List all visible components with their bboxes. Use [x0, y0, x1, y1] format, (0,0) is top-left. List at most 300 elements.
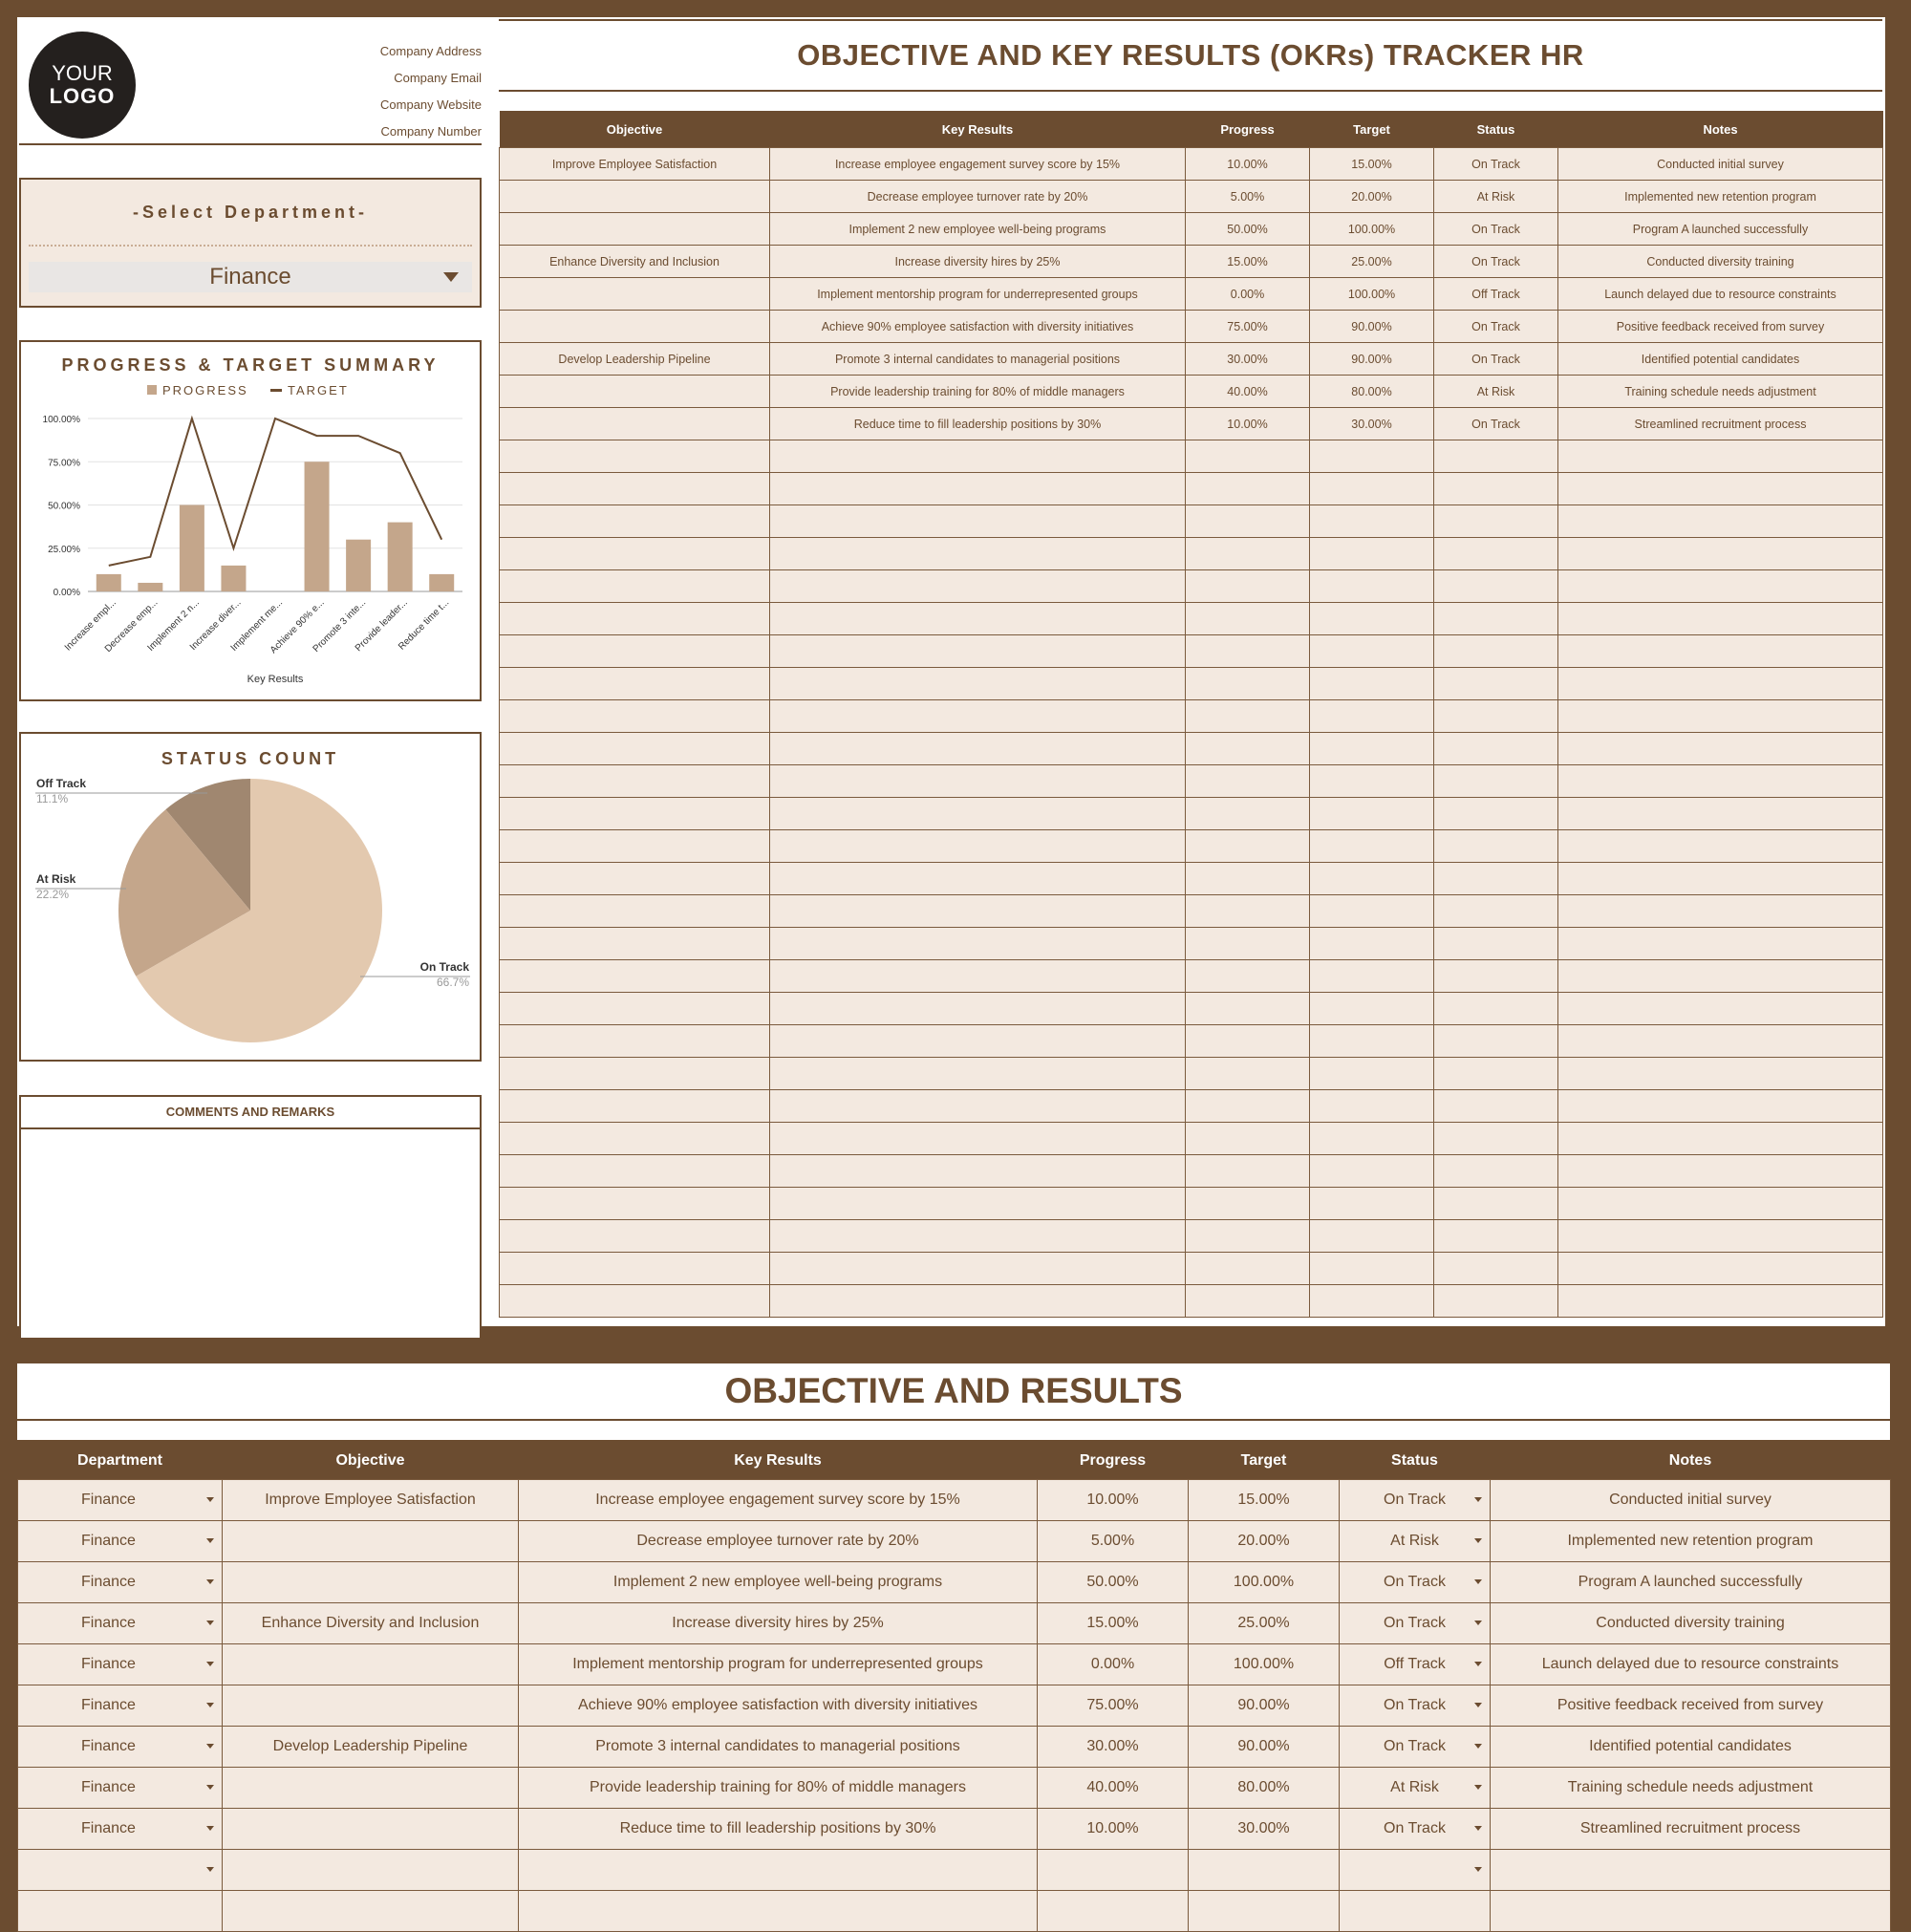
dropdown-arrow-icon[interactable]: [206, 1826, 214, 1831]
okr-table-cell[interactable]: [1434, 1285, 1558, 1318]
results-table-cell[interactable]: [519, 1562, 1038, 1603]
okr-table-cell[interactable]: [1558, 993, 1883, 1025]
okr-table-cell[interactable]: [1186, 765, 1310, 798]
okr-table-cell[interactable]: Provide leadership training for 80% of middle managers: [770, 376, 1186, 408]
okr-table-cell[interactable]: [1310, 960, 1434, 993]
okr-table-cell[interactable]: [1186, 960, 1310, 993]
okr-table-cell[interactable]: [1558, 733, 1883, 765]
okr-table-cell[interactable]: [1186, 798, 1310, 830]
okr-table-cell[interactable]: [770, 473, 1186, 505]
results-table-cell[interactable]: [1038, 1562, 1189, 1603]
okr-table-cell[interactable]: On Track: [1434, 311, 1558, 343]
results-table-cell[interactable]: [1491, 1727, 1891, 1768]
okr-table-cell[interactable]: Positive feedback received from survey: [1558, 311, 1883, 343]
results-table-cell[interactable]: [1038, 1768, 1189, 1809]
okr-table-cell[interactable]: [500, 505, 770, 538]
okr-table-cell[interactable]: [1310, 668, 1434, 700]
okr-table-cell[interactable]: [1186, 1155, 1310, 1188]
department-cell[interactable]: [18, 1891, 223, 1932]
department-cell[interactable]: [18, 1850, 223, 1891]
results-table-cell[interactable]: [223, 1644, 519, 1685]
dropdown-arrow-icon[interactable]: [1474, 1703, 1482, 1707]
okr-table-cell[interactable]: [770, 1155, 1186, 1188]
okr-table-cell[interactable]: [1434, 830, 1558, 863]
okr-table-cell[interactable]: [770, 1285, 1186, 1318]
okr-table-cell[interactable]: [1310, 473, 1434, 505]
okr-table-cell[interactable]: [1434, 1025, 1558, 1058]
department-cell[interactable]: [18, 1644, 223, 1685]
okr-table-cell[interactable]: [500, 603, 770, 635]
okr-table-cell[interactable]: [500, 635, 770, 668]
okr-table-cell[interactable]: [1310, 895, 1434, 928]
okr-table-cell[interactable]: [500, 1025, 770, 1058]
okr-table-cell[interactable]: [1558, 473, 1883, 505]
okr-table-cell[interactable]: [770, 733, 1186, 765]
okr-table-cell[interactable]: On Track: [1434, 246, 1558, 278]
results-table-cell[interactable]: [1189, 1685, 1340, 1727]
okr-table-cell[interactable]: [1558, 700, 1883, 733]
okr-table-cell[interactable]: Enhance Diversity and Inclusion: [500, 246, 770, 278]
okr-table-cell[interactable]: [500, 1123, 770, 1155]
results-table-cell[interactable]: [1038, 1644, 1189, 1685]
okr-table-cell[interactable]: [1186, 830, 1310, 863]
okr-table-cell[interactable]: [770, 1220, 1186, 1253]
okr-table-cell[interactable]: 90.00%: [1310, 311, 1434, 343]
okr-table-cell[interactable]: [1558, 1188, 1883, 1220]
results-table-cell[interactable]: [519, 1644, 1038, 1685]
results-table-cell[interactable]: [1189, 1562, 1340, 1603]
results-table-cell[interactable]: [1491, 1644, 1891, 1685]
okr-table-cell[interactable]: [1558, 1253, 1883, 1285]
results-table-cell[interactable]: [223, 1768, 519, 1809]
results-table-cell[interactable]: [1491, 1480, 1891, 1521]
okr-table-cell[interactable]: [500, 311, 770, 343]
dropdown-arrow-icon[interactable]: [206, 1621, 214, 1625]
okr-table-cell[interactable]: [500, 181, 770, 213]
results-table-cell[interactable]: [1189, 1644, 1340, 1685]
okr-table-cell[interactable]: [1434, 1090, 1558, 1123]
okr-table-cell[interactable]: [1186, 1188, 1310, 1220]
okr-table-cell[interactable]: [1310, 1123, 1434, 1155]
results-table-cell[interactable]: [1189, 1768, 1340, 1809]
status-cell[interactable]: [1340, 1562, 1491, 1603]
results-table-cell[interactable]: [1038, 1603, 1189, 1644]
results-table-cell[interactable]: [1038, 1685, 1189, 1727]
results-table-cell[interactable]: [519, 1521, 1038, 1562]
okr-table-cell[interactable]: [500, 570, 770, 603]
okr-table-cell[interactable]: Achieve 90% employee satisfaction with diversity initiatives: [770, 311, 1186, 343]
okr-table-cell[interactable]: On Track: [1434, 408, 1558, 440]
okr-table-cell[interactable]: [1434, 1220, 1558, 1253]
okr-table-cell[interactable]: [770, 1123, 1186, 1155]
okr-table-cell[interactable]: 50.00%: [1186, 213, 1310, 246]
okr-table-cell[interactable]: [1558, 635, 1883, 668]
results-table-cell[interactable]: [223, 1727, 519, 1768]
dropdown-arrow-icon[interactable]: [1474, 1867, 1482, 1872]
okr-table-cell[interactable]: [1434, 928, 1558, 960]
okr-table-cell[interactable]: [1558, 1285, 1883, 1318]
okr-table-cell[interactable]: [500, 668, 770, 700]
okr-table-cell[interactable]: [1310, 830, 1434, 863]
okr-table-cell[interactable]: [770, 960, 1186, 993]
results-table-cell[interactable]: [1491, 1521, 1891, 1562]
dropdown-arrow-icon[interactable]: [206, 1579, 214, 1584]
results-table-cell[interactable]: [519, 1685, 1038, 1727]
okr-table-cell[interactable]: [1186, 668, 1310, 700]
results-table-cell[interactable]: [223, 1562, 519, 1603]
okr-table-cell[interactable]: [1310, 1188, 1434, 1220]
okr-table-cell[interactable]: [500, 830, 770, 863]
results-table-cell[interactable]: [519, 1850, 1038, 1891]
okr-table-cell[interactable]: Implemented new retention program: [1558, 181, 1883, 213]
okr-table-cell[interactable]: [1186, 1090, 1310, 1123]
okr-table-cell[interactable]: [500, 1220, 770, 1253]
okr-table-cell[interactable]: 5.00%: [1186, 181, 1310, 213]
okr-table-cell[interactable]: [1558, 538, 1883, 570]
okr-table-cell[interactable]: [500, 440, 770, 473]
okr-table-cell[interactable]: Training schedule needs adjustment: [1558, 376, 1883, 408]
okr-table-cell[interactable]: Reduce time to fill leadership positions by 30%: [770, 408, 1186, 440]
results-table-cell[interactable]: [1491, 1685, 1891, 1727]
okr-table-cell[interactable]: Off Track: [1434, 278, 1558, 311]
okr-table-cell[interactable]: [770, 1253, 1186, 1285]
status-cell[interactable]: [1340, 1891, 1491, 1932]
okr-table-cell[interactable]: 30.00%: [1186, 343, 1310, 376]
okr-table-cell[interactable]: [770, 798, 1186, 830]
okr-table-cell[interactable]: Identified potential candidates: [1558, 343, 1883, 376]
okr-table-cell[interactable]: Improve Employee Satisfaction: [500, 148, 770, 181]
okr-table-cell[interactable]: Increase diversity hires by 25%: [770, 246, 1186, 278]
dropdown-caret-icon[interactable]: [443, 272, 459, 282]
results-table-cell[interactable]: [1491, 1809, 1891, 1850]
okr-table-cell[interactable]: [1186, 1123, 1310, 1155]
okr-table-cell[interactable]: [1434, 1253, 1558, 1285]
okr-table-cell[interactable]: [500, 408, 770, 440]
okr-table-cell[interactable]: [1558, 603, 1883, 635]
results-table-cell[interactable]: [1038, 1727, 1189, 1768]
okr-table-cell[interactable]: [500, 1188, 770, 1220]
status-cell[interactable]: [1340, 1521, 1491, 1562]
okr-table-cell[interactable]: [770, 603, 1186, 635]
dropdown-arrow-icon[interactable]: [1474, 1662, 1482, 1666]
okr-table-cell[interactable]: Program A launched successfully: [1558, 213, 1883, 246]
okr-table-cell[interactable]: [1186, 863, 1310, 895]
results-table-cell[interactable]: [519, 1480, 1038, 1521]
okr-table-cell[interactable]: [1434, 603, 1558, 635]
department-cell[interactable]: [18, 1480, 223, 1521]
results-table-cell[interactable]: [223, 1809, 519, 1850]
dropdown-arrow-icon[interactable]: [1474, 1826, 1482, 1831]
okr-table-cell[interactable]: [1186, 1025, 1310, 1058]
okr-table-cell[interactable]: [1558, 668, 1883, 700]
okr-table-cell[interactable]: 100.00%: [1310, 278, 1434, 311]
okr-table-cell[interactable]: [1186, 505, 1310, 538]
okr-table-cell[interactable]: [500, 213, 770, 246]
okr-table-cell[interactable]: [500, 700, 770, 733]
results-table-cell[interactable]: [519, 1809, 1038, 1850]
okr-table-cell[interactable]: [1434, 765, 1558, 798]
okr-table-cell[interactable]: [1558, 960, 1883, 993]
okr-table-cell[interactable]: [1434, 473, 1558, 505]
results-table-cell[interactable]: [223, 1685, 519, 1727]
okr-table-cell[interactable]: 25.00%: [1310, 246, 1434, 278]
results-table-cell[interactable]: [1038, 1521, 1189, 1562]
okr-table-cell[interactable]: [500, 1253, 770, 1285]
okr-table-cell[interactable]: [1558, 1058, 1883, 1090]
okr-table-cell[interactable]: [500, 1090, 770, 1123]
okr-table-cell[interactable]: [500, 376, 770, 408]
results-table-cell[interactable]: [519, 1727, 1038, 1768]
dropdown-arrow-icon[interactable]: [1474, 1785, 1482, 1790]
okr-table-cell[interactable]: 90.00%: [1310, 343, 1434, 376]
results-table-cell[interactable]: [1491, 1891, 1891, 1932]
okr-table-cell[interactable]: At Risk: [1434, 181, 1558, 213]
department-cell[interactable]: [18, 1685, 223, 1727]
okr-table-cell[interactable]: [770, 505, 1186, 538]
dropdown-arrow-icon[interactable]: [206, 1538, 214, 1543]
okr-table-cell[interactable]: [1434, 1155, 1558, 1188]
okr-table-cell[interactable]: [770, 1090, 1186, 1123]
results-table-cell[interactable]: [1189, 1727, 1340, 1768]
okr-table-cell[interactable]: [1558, 1220, 1883, 1253]
results-table-cell[interactable]: [1189, 1850, 1340, 1891]
okr-table-cell[interactable]: [770, 1025, 1186, 1058]
results-table-cell[interactable]: [519, 1768, 1038, 1809]
dropdown-arrow-icon[interactable]: [1474, 1497, 1482, 1502]
okr-table-cell[interactable]: 75.00%: [1186, 311, 1310, 343]
okr-table-cell[interactable]: [770, 1188, 1186, 1220]
okr-table-cell[interactable]: [1186, 928, 1310, 960]
okr-table-cell[interactable]: [1434, 733, 1558, 765]
okr-table-cell[interactable]: Launch delayed due to resource constraints: [1558, 278, 1883, 311]
okr-table-cell[interactable]: [1310, 505, 1434, 538]
okr-table-cell[interactable]: [770, 993, 1186, 1025]
okr-table-cell[interactable]: [770, 863, 1186, 895]
okr-table-cell[interactable]: [1434, 440, 1558, 473]
okr-table-cell[interactable]: 40.00%: [1186, 376, 1310, 408]
dropdown-arrow-icon[interactable]: [206, 1497, 214, 1502]
okr-table-cell[interactable]: [770, 668, 1186, 700]
okr-table-cell[interactable]: [1310, 1220, 1434, 1253]
okr-table-cell[interactable]: [770, 1058, 1186, 1090]
okr-table-cell[interactable]: On Track: [1434, 213, 1558, 246]
okr-table-cell[interactable]: [770, 830, 1186, 863]
results-table-cell[interactable]: [1038, 1480, 1189, 1521]
dropdown-arrow-icon[interactable]: [206, 1785, 214, 1790]
okr-table-cell[interactable]: [1434, 993, 1558, 1025]
okr-table-cell[interactable]: [1310, 570, 1434, 603]
okr-table-cell[interactable]: [1558, 765, 1883, 798]
okr-table-cell[interactable]: 20.00%: [1310, 181, 1434, 213]
results-table-cell[interactable]: [1491, 1850, 1891, 1891]
okr-table-cell[interactable]: On Track: [1434, 343, 1558, 376]
okr-table-cell[interactable]: [1186, 603, 1310, 635]
okr-table-cell[interactable]: [1186, 1220, 1310, 1253]
okr-table-cell[interactable]: [1310, 1090, 1434, 1123]
results-table-cell[interactable]: [1038, 1809, 1189, 1850]
status-cell[interactable]: [1340, 1480, 1491, 1521]
okr-table-cell[interactable]: [1434, 700, 1558, 733]
okr-table-cell[interactable]: [1310, 1253, 1434, 1285]
results-table-cell[interactable]: [223, 1521, 519, 1562]
dropdown-arrow-icon[interactable]: [206, 1703, 214, 1707]
okr-table-cell[interactable]: [1310, 993, 1434, 1025]
okr-table-cell[interactable]: [500, 960, 770, 993]
okr-table-cell[interactable]: [1558, 895, 1883, 928]
department-cell[interactable]: [18, 1562, 223, 1603]
okr-table-cell[interactable]: [1310, 603, 1434, 635]
results-table-cell[interactable]: [223, 1891, 519, 1932]
status-cell[interactable]: [1340, 1768, 1491, 1809]
okr-table-cell[interactable]: [1434, 1188, 1558, 1220]
status-cell[interactable]: [1340, 1727, 1491, 1768]
okr-table-cell[interactable]: [1558, 863, 1883, 895]
okr-table-cell[interactable]: 10.00%: [1186, 148, 1310, 181]
okr-table-cell[interactable]: [1310, 928, 1434, 960]
okr-table-cell[interactable]: [500, 278, 770, 311]
okr-table-cell[interactable]: [1558, 570, 1883, 603]
department-cell[interactable]: [18, 1521, 223, 1562]
okr-table-cell[interactable]: [1186, 733, 1310, 765]
okr-table-cell[interactable]: [1558, 1155, 1883, 1188]
okr-table-cell[interactable]: Streamlined recruitment process: [1558, 408, 1883, 440]
results-table-cell[interactable]: [1491, 1603, 1891, 1644]
department-cell[interactable]: [18, 1768, 223, 1809]
okr-table-cell[interactable]: [770, 570, 1186, 603]
status-cell[interactable]: [1340, 1809, 1491, 1850]
okr-table-cell[interactable]: [500, 863, 770, 895]
okr-table-cell[interactable]: Decrease employee turnover rate by 20%: [770, 181, 1186, 213]
okr-table-cell[interactable]: [1310, 733, 1434, 765]
okr-table-cell[interactable]: [1186, 700, 1310, 733]
okr-table-cell[interactable]: On Track: [1434, 148, 1558, 181]
status-cell[interactable]: [1340, 1685, 1491, 1727]
okr-table-cell[interactable]: [770, 440, 1186, 473]
okr-table-cell[interactable]: [770, 928, 1186, 960]
okr-table-cell[interactable]: [1558, 1123, 1883, 1155]
okr-table-cell[interactable]: [1558, 798, 1883, 830]
okr-table-cell[interactable]: [500, 1058, 770, 1090]
results-table-cell[interactable]: [1189, 1891, 1340, 1932]
okr-table-cell[interactable]: [1434, 668, 1558, 700]
results-table-cell[interactable]: [519, 1891, 1038, 1932]
okr-table-cell[interactable]: 15.00%: [1310, 148, 1434, 181]
okr-table-cell[interactable]: 30.00%: [1310, 408, 1434, 440]
okr-table-cell[interactable]: [1310, 863, 1434, 895]
okr-table-cell[interactable]: Conducted initial survey: [1558, 148, 1883, 181]
results-table-cell[interactable]: [519, 1603, 1038, 1644]
okr-table-cell[interactable]: [1310, 765, 1434, 798]
okr-table-cell[interactable]: [1310, 798, 1434, 830]
results-table-cell[interactable]: [223, 1850, 519, 1891]
okr-table-cell[interactable]: [1186, 993, 1310, 1025]
results-table-cell[interactable]: [223, 1480, 519, 1521]
results-table-cell[interactable]: [1491, 1768, 1891, 1809]
okr-table-cell[interactable]: 100.00%: [1310, 213, 1434, 246]
okr-table-cell[interactable]: [770, 765, 1186, 798]
okr-table-cell[interactable]: [1186, 440, 1310, 473]
results-table-cell[interactable]: [1038, 1850, 1189, 1891]
okr-table-cell[interactable]: Promote 3 internal candidates to managerial positions: [770, 343, 1186, 376]
okr-table-cell[interactable]: [1434, 960, 1558, 993]
okr-table-cell[interactable]: [1434, 505, 1558, 538]
results-table-cell[interactable]: [223, 1603, 519, 1644]
dropdown-arrow-icon[interactable]: [206, 1867, 214, 1872]
okr-table-cell[interactable]: [1186, 1253, 1310, 1285]
status-cell[interactable]: [1340, 1644, 1491, 1685]
results-table-cell[interactable]: [1491, 1562, 1891, 1603]
okr-table-cell[interactable]: [500, 733, 770, 765]
okr-table-cell[interactable]: Develop Leadership Pipeline: [500, 343, 770, 376]
okr-table-cell[interactable]: 10.00%: [1186, 408, 1310, 440]
results-table-cell[interactable]: [1038, 1891, 1189, 1932]
okr-table-cell[interactable]: [1310, 1155, 1434, 1188]
okr-table-cell[interactable]: [500, 928, 770, 960]
okr-table-cell[interactable]: [1434, 1058, 1558, 1090]
okr-table-cell[interactable]: [500, 895, 770, 928]
dropdown-arrow-icon[interactable]: [1474, 1538, 1482, 1543]
okr-table-cell[interactable]: [500, 1155, 770, 1188]
department-cell[interactable]: [18, 1727, 223, 1768]
okr-table-cell[interactable]: [1186, 570, 1310, 603]
okr-table-cell[interactable]: [1310, 635, 1434, 668]
okr-table-cell[interactable]: [1434, 570, 1558, 603]
okr-table-cell[interactable]: 15.00%: [1186, 246, 1310, 278]
okr-table-cell[interactable]: [1434, 798, 1558, 830]
okr-table-cell[interactable]: [500, 473, 770, 505]
results-table-cell[interactable]: [1189, 1480, 1340, 1521]
status-cell[interactable]: [1340, 1850, 1491, 1891]
okr-table-cell[interactable]: 80.00%: [1310, 376, 1434, 408]
okr-table-cell[interactable]: [500, 765, 770, 798]
okr-table-cell[interactable]: [1186, 1285, 1310, 1318]
okr-table-cell[interactable]: [1558, 928, 1883, 960]
department-cell[interactable]: [18, 1809, 223, 1850]
okr-table-cell[interactable]: [1434, 538, 1558, 570]
okr-table-cell[interactable]: [1186, 473, 1310, 505]
okr-table-cell[interactable]: [500, 798, 770, 830]
dropdown-arrow-icon[interactable]: [1474, 1579, 1482, 1584]
results-table-cell[interactable]: [1189, 1603, 1340, 1644]
okr-table-cell[interactable]: [1186, 538, 1310, 570]
okr-table-cell[interactable]: [1434, 635, 1558, 668]
okr-table-cell[interactable]: [1186, 1058, 1310, 1090]
status-cell[interactable]: [1340, 1603, 1491, 1644]
okr-table-cell[interactable]: [1558, 1090, 1883, 1123]
department-cell[interactable]: [18, 1603, 223, 1644]
okr-table-cell[interactable]: [1558, 1025, 1883, 1058]
okr-table-cell[interactable]: [770, 895, 1186, 928]
okr-table-cell[interactable]: [1310, 1285, 1434, 1318]
okr-table-cell[interactable]: [1558, 440, 1883, 473]
okr-table-cell[interactable]: [1434, 895, 1558, 928]
okr-table-cell[interactable]: [1434, 863, 1558, 895]
okr-table-cell[interactable]: [1310, 440, 1434, 473]
okr-table-cell[interactable]: [500, 1285, 770, 1318]
okr-table-cell[interactable]: [770, 635, 1186, 668]
okr-table-cell[interactable]: [1310, 1058, 1434, 1090]
department-dropdown[interactable]: [29, 262, 472, 292]
okr-table-cell[interactable]: [1310, 1025, 1434, 1058]
okr-table-cell[interactable]: [1558, 505, 1883, 538]
okr-table-cell[interactable]: [500, 993, 770, 1025]
okr-table-cell[interactable]: [1186, 895, 1310, 928]
okr-table-cell[interactable]: Increase employee engagement survey score by 15%: [770, 148, 1186, 181]
okr-table-cell[interactable]: Implement mentorship program for underrepresented groups: [770, 278, 1186, 311]
okr-table-cell[interactable]: Conducted diversity training: [1558, 246, 1883, 278]
results-table-cell[interactable]: [1189, 1521, 1340, 1562]
dropdown-arrow-icon[interactable]: [1474, 1621, 1482, 1625]
